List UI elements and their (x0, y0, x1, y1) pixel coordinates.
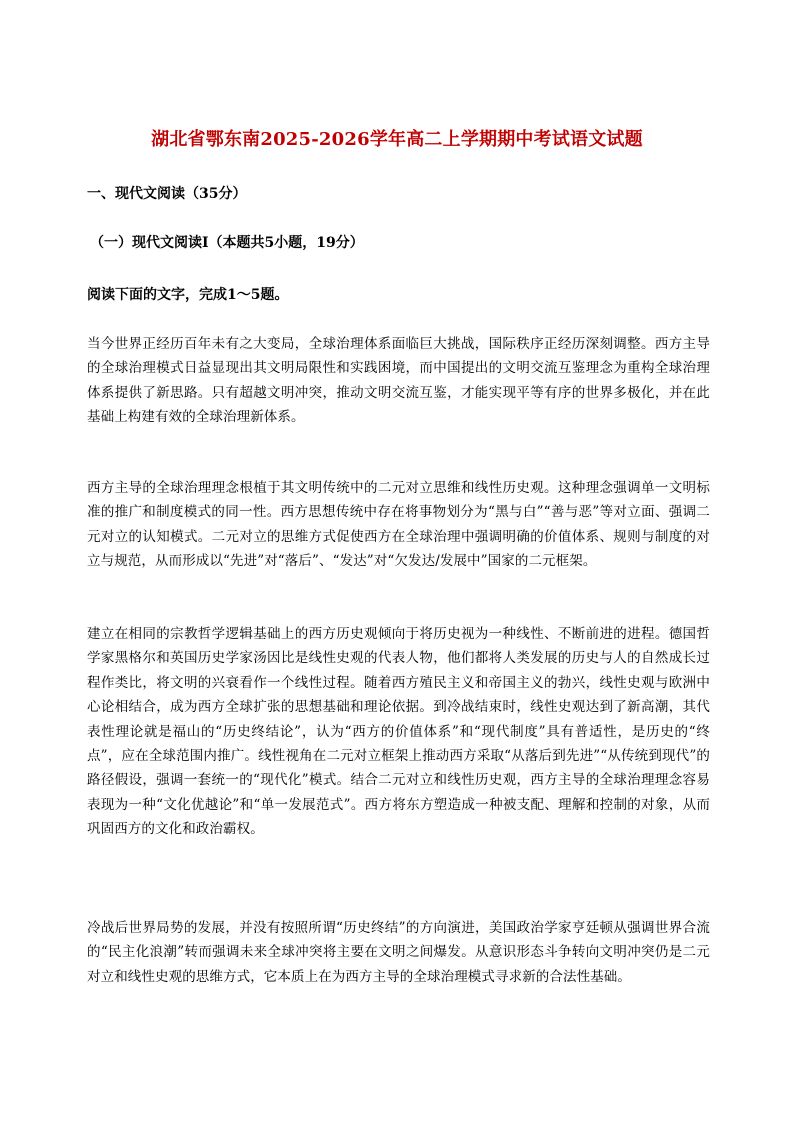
paragraph-3: 建立在相同的宗教哲学逻辑基础上的西方历史观倾向于将历史视为一种线性、不断前进的进程。德国哲学家黑格尔和英国历史学家汤因比是线性史观的代表人物，他们都将人类发展的历史与人的自然成长过程作类比，将文明的兴衰看作一个线性过程。随着西方殖民主义和帝国主义的勃兴，线性史观与欧洲中心论相结合，成为西方全球扩张的思想基础和理论依据。到冷战结束时，线性史观达到了新高潮，其代表性理论就是福山的“历史终结论”，认为“西方的价值体系”和“现代制度”具有普适性，是历史的“终点”，应在全球范围内推广。线性视角在二元对立框架上推动西方采取“从落后到先进”“从传统到现代”的路径假设，强调一套统一的“现代化”模式。结合二元对立和线性历史观，西方主导的全球治理理念容易表现为一种“文化优越论”和“单一发展范式”。西方将东方塑造成一种被支配、理解和控制的对象，从而巩固西方的文化和政治霸权。 (87, 626, 710, 838)
reading-instruction: 阅读下面的文字，完成1～5题。 (87, 287, 289, 303)
section-heading-modern-reading: 一、现代文阅读（35分） (87, 186, 247, 202)
paragraph-2: 西方主导的全球治理理念根植于其文明传统中的二元对立思维和线性历史观。这种理念强调单一文明标准的推广和制度模式的同一性。西方思想传统中存在将事物划分为“黑与白”“善与恶”等对立面、强调二元对立的认知模式。二元对立的思维方式促使西方在全球治理中强调明确的价值体系、规则与制度的对立与规范，从而形成以“先进”对“落后”、“发达”对“欠发达/发展中”国家的二元框架。 (87, 480, 710, 570)
paragraph-4: 冷战后世界局势的发展，并没有按照所谓“历史终结”的方向演进，美国政治学家亨廷顿从强调世界合流的“民主化浪潮”转而强调未来全球冲突将主要在文明之间爆发。从意识形态斗争转向文明冲突仍是二元对立和线性史观的思维方式，它本质上在为西方主导的全球治理模式寻求新的合法性基础。 (87, 920, 710, 985)
paragraph-1: 当今世界正经历百年未有之大变局，全球治理体系面临巨大挑战，国际秩序正经历深刻调整。西方主导的全球治理模式日益显现出其文明局限性和实践困境，而中国提出的文明交流互鉴理念为重构全球治理体系提供了新思路。只有超越文明冲突，推动文明交流互鉴，才能实现平等有序的世界多极化，并在此基础上构建有效的全球治理新体系。 (87, 336, 710, 426)
subsection-heading-reading-1: （一）现代文阅读Ⅰ（本题共5小题，19分） (90, 235, 364, 251)
document-title: 湖北省鄂东南2025-2026学年高二上学期期中考试语文试题 (151, 129, 643, 150)
